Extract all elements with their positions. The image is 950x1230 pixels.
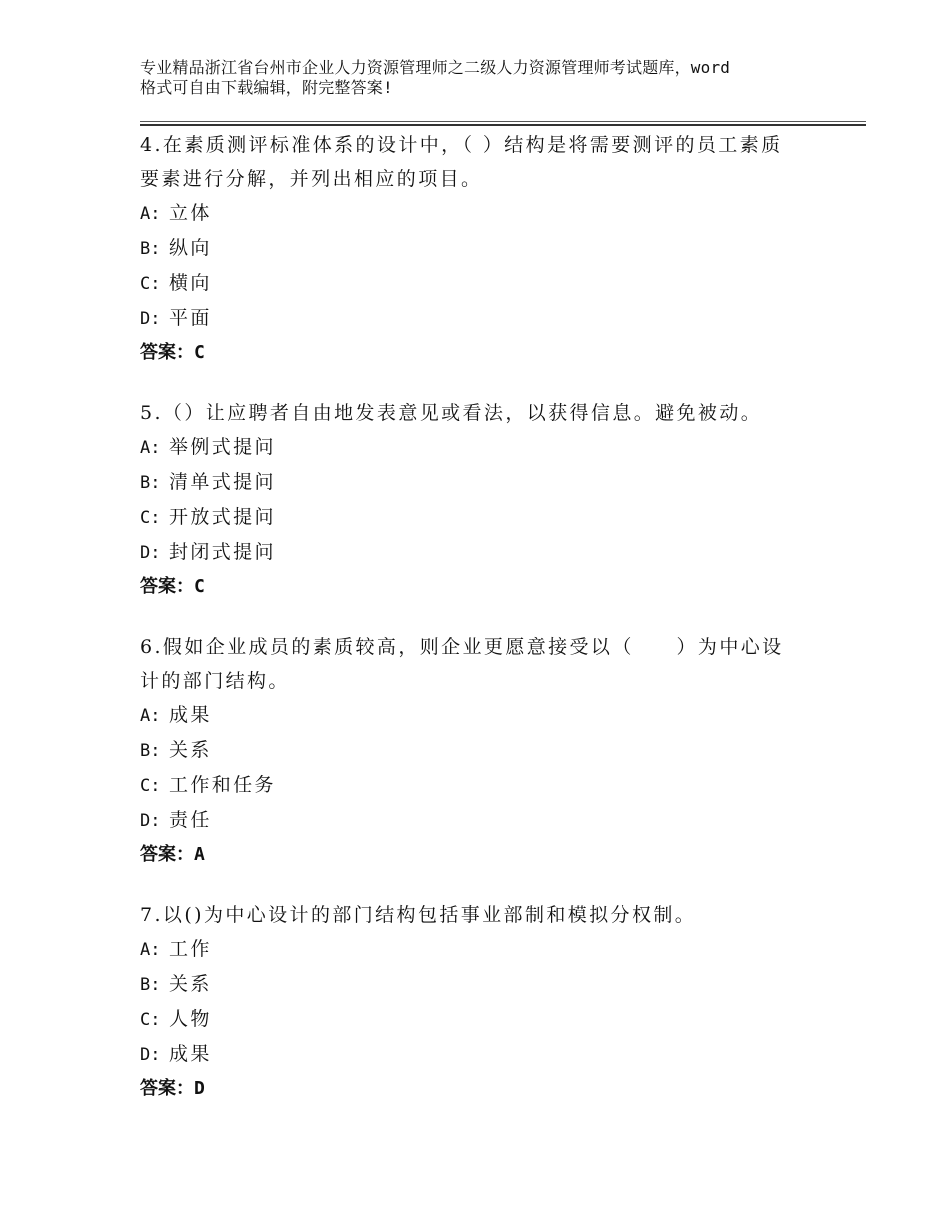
- answer-line: [140, 838, 800, 872]
- option-key: A:: [140, 940, 161, 960]
- answer-value: C: [194, 342, 205, 363]
- option-c: [140, 266, 800, 301]
- question-list: [140, 128, 800, 1132]
- option-key: B:: [140, 473, 161, 493]
- option-key: A:: [140, 438, 161, 458]
- option-key: B:: [140, 975, 161, 995]
- answer-label: 答案：: [140, 342, 194, 363]
- option-text: 责任: [168, 809, 212, 831]
- option-key: D:: [140, 309, 161, 329]
- header-divider: [140, 121, 866, 126]
- answer-line: [140, 570, 800, 604]
- header-line-1: 专业精品浙江省台州市企业人力资源管理师之二级人力资源管理师考试题库，word: [140, 58, 731, 77]
- answer-value: A: [194, 844, 205, 865]
- option-key: C:: [140, 274, 161, 294]
- option-b: [140, 465, 800, 500]
- answer-label: 答案：: [140, 576, 194, 597]
- option-key: B:: [140, 239, 161, 259]
- option-key: B:: [140, 741, 161, 761]
- option-text: 封闭式提问: [168, 541, 276, 563]
- option-text: 开放式提问: [168, 506, 276, 528]
- option-text: 横向: [168, 272, 212, 294]
- option-key: C:: [140, 776, 161, 796]
- option-text: 纵向: [168, 237, 212, 259]
- document-header: [140, 58, 860, 98]
- option-text: 工作和任务: [168, 774, 276, 796]
- answer-value: D: [194, 1078, 205, 1099]
- option-text: 关系: [168, 973, 212, 995]
- question-5: [140, 396, 800, 604]
- option-a: [140, 196, 800, 231]
- question-6: [140, 630, 800, 872]
- question-7: [140, 898, 800, 1106]
- header-line-2: 格式可自由下载编辑，附完整答案!: [140, 78, 393, 97]
- option-a: [140, 698, 800, 733]
- option-text: 工作: [168, 938, 212, 960]
- option-d: [140, 1037, 800, 1072]
- question-stem: 6.假如企业成员的素质较高，则企业更愿意接受以（ ）为中心设计的部门结构。: [140, 636, 784, 692]
- question-stem: 4.在素质测评标准体系的设计中，（ ）结构是将需要测评的员工素质要素进行分解，并列出相应的项目。: [140, 134, 783, 190]
- option-c: [140, 500, 800, 535]
- option-text: 立体: [168, 202, 212, 224]
- option-key: A:: [140, 706, 161, 726]
- option-a: [140, 932, 800, 967]
- option-text: 清单式提问: [168, 471, 276, 493]
- option-b: [140, 967, 800, 1002]
- option-d: [140, 535, 800, 570]
- question-stem: 7.以()为中心设计的部门结构包括事业部制和模拟分权制。: [140, 904, 697, 926]
- option-text: 成果: [168, 1043, 212, 1065]
- option-d: [140, 301, 800, 336]
- answer-value: C: [194, 576, 205, 597]
- question-4: [140, 128, 800, 370]
- option-key: A:: [140, 204, 161, 224]
- answer-line: [140, 336, 800, 370]
- option-key: D:: [140, 811, 161, 831]
- option-key: D:: [140, 1045, 161, 1065]
- option-key: C:: [140, 508, 161, 528]
- option-text: 成果: [168, 704, 212, 726]
- option-text: 举例式提问: [168, 436, 276, 458]
- answer-label: 答案：: [140, 1078, 194, 1099]
- option-key: D:: [140, 543, 161, 563]
- option-a: [140, 430, 800, 465]
- option-b: [140, 231, 800, 266]
- option-text: 平面: [168, 307, 212, 329]
- option-text: 人物: [168, 1008, 212, 1030]
- option-c: [140, 768, 800, 803]
- option-key: C:: [140, 1010, 161, 1030]
- option-b: [140, 733, 800, 768]
- option-text: 关系: [168, 739, 212, 761]
- question-stem: 5.（）让应聘者自由地发表意见或看法，以获得信息。避免被动。: [140, 402, 763, 424]
- answer-label: 答案：: [140, 844, 194, 865]
- option-c: [140, 1002, 800, 1037]
- answer-line: [140, 1072, 800, 1106]
- option-d: [140, 803, 800, 838]
